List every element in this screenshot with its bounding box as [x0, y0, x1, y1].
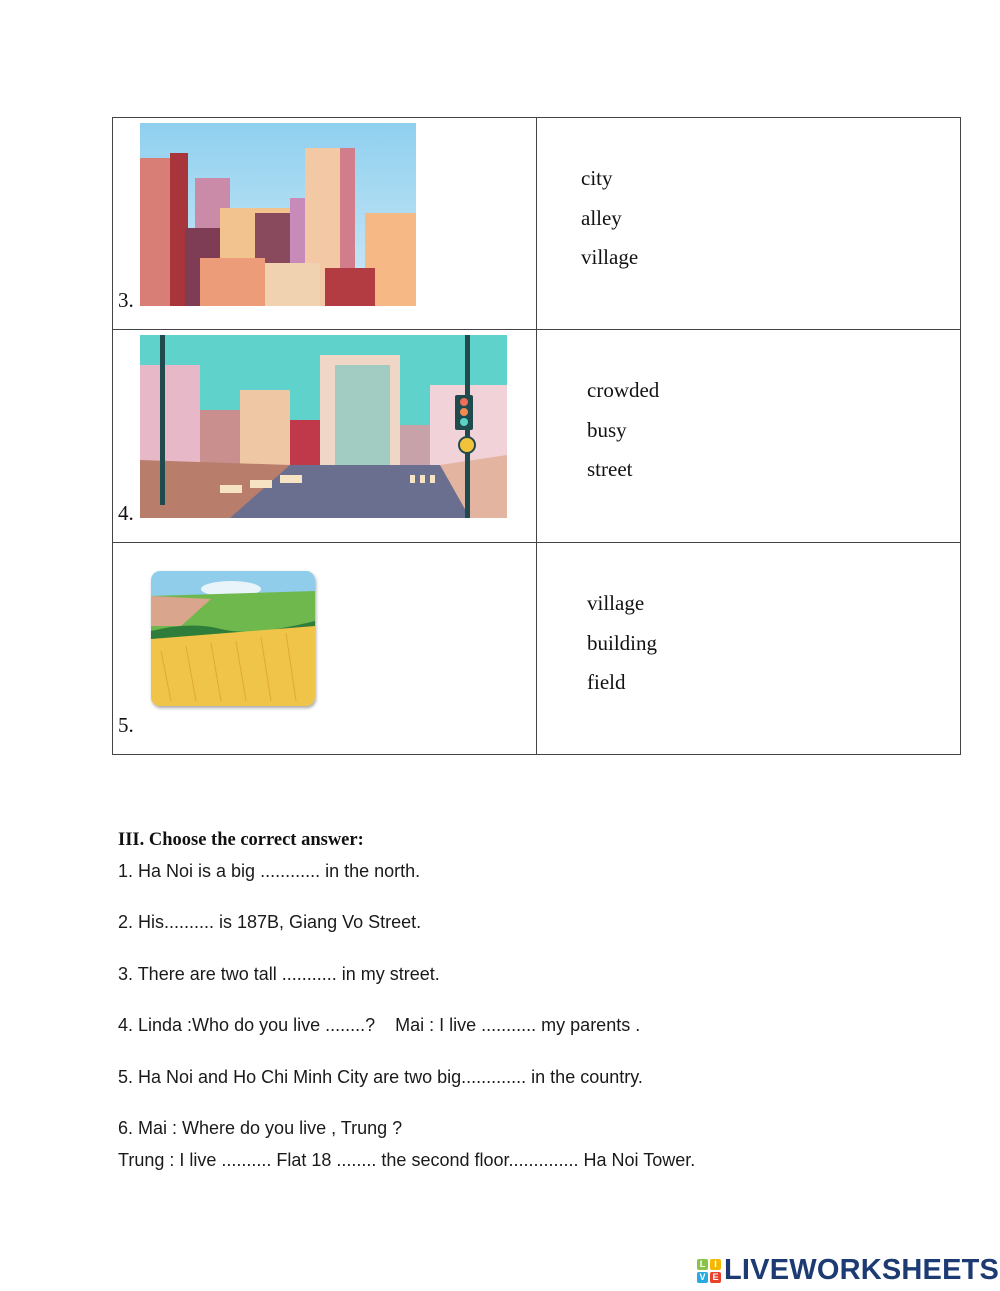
question-2: 2. His.......... is 187B, Giang Vo Street.	[118, 912, 422, 932]
question-5: 5. Ha Noi and Ho Chi Minh City are two big............. in the country.	[118, 1067, 643, 1087]
liveworksheets-logo	[697, 1254, 999, 1287]
question-1: 1. Ha Noi is a big ............ in the north.	[118, 861, 421, 881]
wheat-field-image	[151, 571, 315, 706]
word-option[interactable]: village	[587, 591, 645, 615]
table-row	[113, 118, 961, 330]
word-option[interactable]: field	[587, 670, 626, 694]
word-options-cell	[537, 543, 961, 755]
word-option[interactable]: village	[581, 245, 639, 269]
word-option[interactable]: building	[587, 630, 658, 655]
row-number: 4.	[118, 501, 134, 525]
logo-text: LIVEWORKSHEETS	[724, 1254, 1000, 1286]
question-6: 6. Mai : Where do you live , Trung ?	[118, 1118, 403, 1138]
image-cell	[113, 118, 537, 330]
street-intersection-image	[140, 335, 507, 518]
question-6-answer-line: Trung : I live .......... Flat 18 ........ the second floor.............. Ha Noi Tower.	[118, 1150, 696, 1170]
word-option[interactable]: alley	[581, 205, 622, 230]
question-3: 3. There are two tall ........... in my street.	[118, 964, 440, 984]
word-options-cell	[537, 118, 961, 330]
row-number: 3.	[118, 288, 134, 312]
table-row	[113, 330, 961, 543]
section-title: III. Choose the correct answer:	[118, 830, 364, 850]
question-4: 4. Linda :Who do you live ........? Mai : I live ........... my parents .	[118, 1015, 641, 1035]
word-option[interactable]: street	[587, 457, 633, 481]
row-number: 5.	[118, 713, 134, 737]
word-option[interactable]: city	[581, 166, 613, 190]
word-option[interactable]: crowded	[587, 378, 660, 402]
image-cell	[113, 543, 537, 755]
image-cell	[113, 330, 537, 543]
city-skyline-image	[140, 123, 416, 306]
word-option[interactable]: busy	[587, 417, 627, 442]
live-blocks-icon: L I V E	[697, 1259, 721, 1283]
word-options-cell	[537, 330, 961, 543]
table-row	[113, 543, 961, 755]
vocabulary-table	[112, 117, 961, 755]
